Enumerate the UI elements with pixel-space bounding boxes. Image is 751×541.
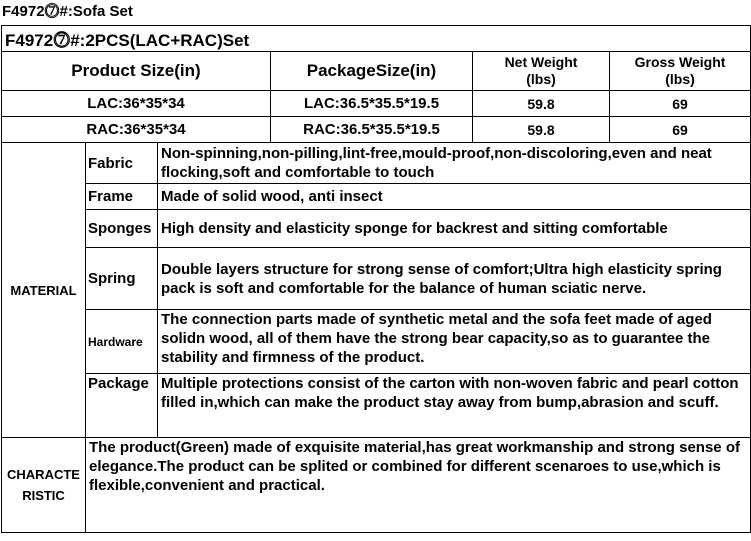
package-text: Multiple protections consist of the carton with non-woven fabric and pearl cotton filled in,which can make the product stay away from bump,abrasion and scuff.	[158, 374, 751, 438]
characteristic-text: The product(Green) made of exquisite material,has great workmanship and strong sense of elegance.The product can be splited or combined for different scenaroes to use,which is flexible,convenient and practical.	[86, 438, 751, 533]
table-row	[2, 117, 751, 143]
rac-package-size: RAC:36.5*35.5*19.5	[271, 117, 473, 143]
characteristic-label: CHARACTE RISTIC	[2, 438, 86, 533]
lac-gross-weight: 69	[610, 91, 751, 117]
rac-net-weight: 59.8	[473, 117, 610, 143]
sponges-text: High density and elasticity sponge for backrest and sitting comfortable	[158, 210, 751, 248]
lac-net-weight: 59.8	[473, 91, 610, 117]
fabric-text: Non-spinning,non-pilling,lint-free,mould-proof,non-discoloring,even and neat flocking,soft and comfortable to touch	[158, 143, 751, 184]
package-row	[2, 374, 751, 438]
hardware-text: The connection parts made of synthetic metal and the sofa feet made of aged solidn wood, all of them have the strong bear capacity,so as to guarantee the stability and firmness of the product.	[158, 310, 751, 374]
rac-product-size: RAC:36*35*34	[2, 117, 271, 143]
material-row-hardware	[2, 310, 751, 374]
header-row	[2, 52, 751, 91]
frame-text: Made of solid wood, anti insect	[158, 184, 751, 210]
header-product-size: Product Size(in)	[2, 52, 271, 91]
hardware-label: Hardware	[86, 310, 158, 374]
lac-product-size: LAC:36*35*34	[2, 91, 271, 117]
package-label: Package	[86, 374, 158, 438]
material-row-spring	[2, 248, 751, 310]
spring-label: Spring	[86, 248, 158, 310]
characteristic-row	[2, 438, 751, 533]
material-row-frame	[2, 184, 751, 210]
lac-package-size: LAC:36.5*35.5*19.5	[271, 91, 473, 117]
fabric-label: Fabric	[86, 143, 158, 184]
material-row-fabric	[2, 143, 751, 184]
table-subtitle: F4972⓻#:2PCS(LAC+RAC)Set	[2, 26, 751, 52]
table-row	[2, 91, 751, 117]
frame-label: Frame	[86, 184, 158, 210]
sponges-label: Sponges	[86, 210, 158, 248]
spring-text: Double layers structure for strong sense of comfort;Ultra high elasticity spring pack is soft and comfortable for the balance of human sciatic nerve.	[158, 248, 751, 310]
page-title: F4972⓻#:Sofa Set	[2, 3, 133, 20]
subtitle-row	[2, 26, 751, 52]
header-package-size: PackageSize(in)	[271, 52, 473, 91]
header-gross-weight: Gross Weight (lbs)	[610, 52, 751, 91]
material-row-sponges	[2, 210, 751, 248]
spec-table	[1, 25, 751, 533]
header-net-weight: Net Weight (lbs)	[473, 52, 610, 91]
material-section-label: MATERIAL	[2, 143, 86, 438]
rac-gross-weight: 69	[610, 117, 751, 143]
